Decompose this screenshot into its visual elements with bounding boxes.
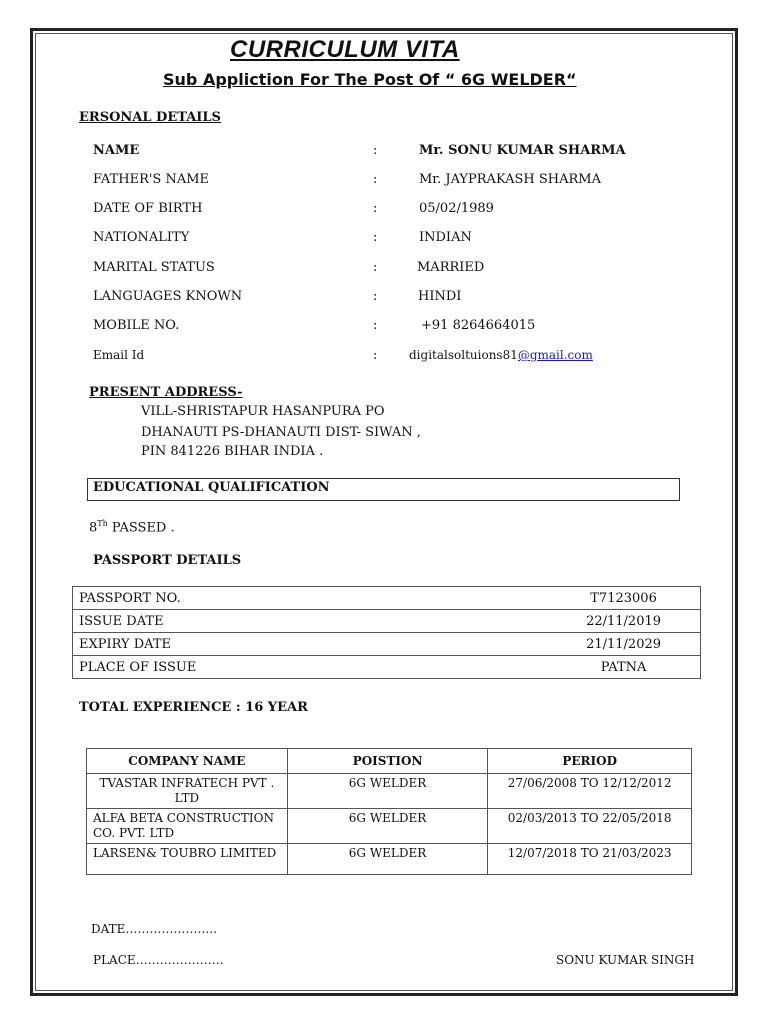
personal-label-name: NAME [93, 143, 140, 158]
personal-label-father: FATHER'S NAME [93, 172, 210, 187]
place-line: PLACE…………………. [93, 953, 224, 967]
address-line-1: VILL-SHRISTAPUR HASANPURA PO [141, 404, 385, 419]
email-local-part: digitalsoltuions81 [409, 348, 518, 362]
colon: : [373, 230, 378, 245]
column-header-company: COMPANY NAME [87, 749, 288, 774]
address-line-2: DHANAUTI PS-DHANAUTI DIST- SIWAN , [141, 425, 421, 440]
personal-value-languages: HINDI [418, 289, 462, 304]
passport-label: PASSPORT NO. [73, 587, 224, 610]
table-row [87, 774, 692, 809]
email-domain-link[interactable]: @gmail.com [517, 348, 593, 362]
personal-label-mobile: MOBILE NO. [93, 318, 180, 333]
personal-value-dob: 05/02/1989 [419, 201, 494, 216]
date-line: DATE………………….. [91, 922, 218, 936]
signature-name: SONU KUMAR SINGH [556, 953, 695, 967]
education-text [89, 519, 175, 535]
position-cell: 6G WELDER [287, 809, 488, 844]
table-row [73, 610, 701, 633]
colon: : [373, 172, 378, 187]
personal-value-name: Mr. SONU KUMAR SHARMA [419, 143, 626, 158]
table-row [73, 656, 701, 679]
passport-value: T7123006 [223, 587, 700, 610]
document-subtitle: Sub Appliction For The Post Of “ 6G WELDER“ [163, 70, 577, 89]
document-title: CURRICULUM VITA [230, 36, 460, 63]
passport-value: PATNA [223, 656, 700, 679]
education-grade-suffix: Th [97, 519, 108, 528]
education-status: PASSED . [107, 520, 175, 536]
colon: : [373, 201, 378, 216]
colon: : [373, 318, 378, 333]
education-heading: EDUCATIONAL QUALIFICATION [93, 480, 330, 495]
table-header-row [87, 749, 692, 774]
table-row [73, 633, 701, 656]
colon: : [373, 348, 378, 363]
address-line-3: PIN 841226 BIHAR INDIA . [141, 444, 324, 459]
company-cell: TVASTAR INFRATECH PVT . LTD [87, 774, 288, 809]
table-row [73, 587, 701, 610]
period-cell: 02/03/2013 TO 22/05/2018 [488, 809, 692, 844]
personal-label-dob: DATE OF BIRTH [93, 201, 203, 216]
personal-label-marital: MARITAL STATUS [93, 260, 215, 275]
table-row [87, 809, 692, 844]
personal-value-marital: MARRIED [417, 260, 485, 275]
period-cell: 27/06/2008 TO 12/12/2012 [488, 774, 692, 809]
passport-label: PLACE OF ISSUE [73, 656, 224, 679]
position-cell: 6G WELDER [287, 774, 488, 809]
personal-value-nationality: INDIAN [419, 230, 472, 245]
column-header-period: PERIOD [488, 749, 692, 774]
personal-label-languages: LANGUAGES KNOWN [93, 289, 243, 304]
colon: : [373, 289, 378, 304]
passport-value: 22/11/2019 [223, 610, 700, 633]
total-experience: TOTAL EXPERIENCE : 16 YEAR [79, 700, 308, 715]
table-row [87, 844, 692, 875]
personal-value-mobile: +91 8264664015 [421, 318, 536, 333]
passport-label: EXPIRY DATE [73, 633, 224, 656]
personal-value-father: Mr. JAYPRAKASH SHARMA [419, 172, 602, 187]
experience-table [86, 748, 692, 875]
company-cell: LARSEN& TOUBRO LIMITED [87, 844, 288, 875]
colon: : [373, 260, 378, 275]
passport-table [72, 586, 701, 679]
position-cell: 6G WELDER [287, 844, 488, 875]
passport-heading: PASSPORT DETAILS [93, 553, 242, 568]
personal-details-heading: ERSONAL DETAILS [79, 110, 221, 125]
colon: : [373, 143, 378, 158]
company-cell: ALFA BETA CONSTRUCTION CO. PVT. LTD [87, 809, 288, 844]
passport-value: 21/11/2029 [223, 633, 700, 656]
education-grade: 8 [89, 520, 98, 536]
period-cell: 12/07/2018 TO 21/03/2023 [488, 844, 692, 875]
personal-label-nationality: NATIONALITY [93, 230, 190, 245]
passport-label: ISSUE DATE [73, 610, 224, 633]
column-header-position: POISTION [287, 749, 488, 774]
personal-value-email [409, 348, 593, 362]
personal-label-email: Email Id [93, 348, 145, 362]
present-address-heading: PRESENT ADDRESS- [89, 385, 243, 400]
